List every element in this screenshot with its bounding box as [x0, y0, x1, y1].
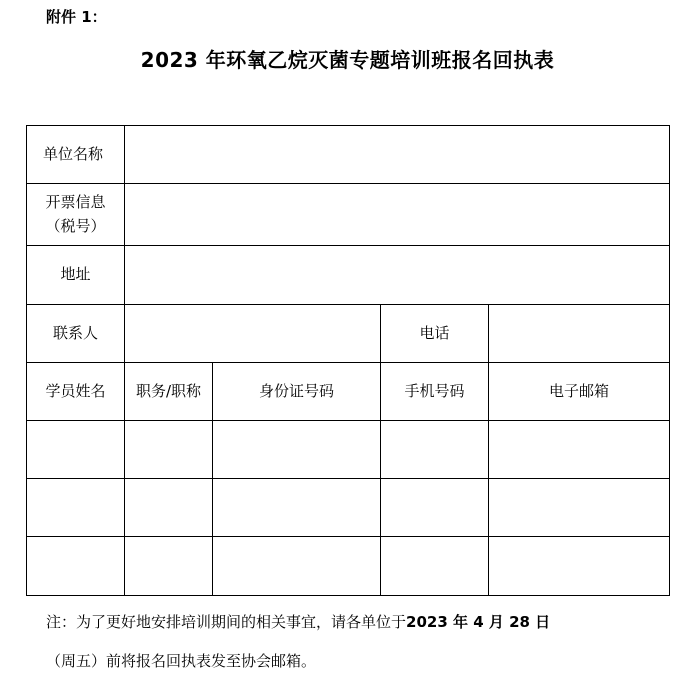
email-cell[interactable]: [489, 421, 670, 479]
email-cell[interactable]: [489, 479, 670, 537]
position-cell[interactable]: [125, 421, 213, 479]
contact-row: [27, 305, 670, 363]
tax-id-text: （税号）: [45, 216, 106, 235]
id-number-cell[interactable]: [213, 479, 381, 537]
address-field[interactable]: [125, 246, 670, 305]
unit-name-field[interactable]: [125, 126, 670, 184]
table-row: [27, 537, 670, 596]
mobile-cell[interactable]: [381, 537, 489, 596]
table-row: [27, 421, 670, 479]
address-label: 地址: [27, 246, 125, 305]
unit-name-label: 单位名称: [27, 126, 125, 184]
header-id-number: 身份证号码: [213, 363, 381, 421]
header-position: 职务/职称: [125, 363, 213, 421]
attachment-label: 附件 1：: [46, 8, 107, 26]
mobile-cell[interactable]: [381, 479, 489, 537]
invoice-row: [27, 184, 670, 246]
position-cell[interactable]: [125, 537, 213, 596]
student-name-cell[interactable]: [27, 479, 125, 537]
registration-form-table: [26, 125, 670, 596]
student-name-cell[interactable]: [27, 421, 125, 479]
invoice-info-field[interactable]: [125, 184, 670, 246]
header-student-name: 学员姓名: [27, 363, 125, 421]
mobile-cell[interactable]: [381, 421, 489, 479]
note-suffix: 前将报名回执表发至协会邮箱。: [106, 652, 317, 670]
contact-field[interactable]: [125, 305, 381, 363]
table-row: [27, 479, 670, 537]
unit-name-row: [27, 126, 670, 184]
position-cell[interactable]: [125, 479, 213, 537]
note-weekday: （周五）: [46, 652, 107, 670]
note-prefix: 注：为了更好地安排培训期间的相关事宜，请各单位于: [46, 613, 407, 631]
header-email: 电子邮箱: [489, 363, 670, 421]
page-title: 2023 年环氧乙烷灭菌专题培训班报名回执表: [140, 48, 555, 72]
email-cell[interactable]: [489, 537, 670, 596]
student-name-cell[interactable]: [27, 537, 125, 596]
phone-label: 电话: [381, 305, 489, 363]
header-row: [27, 363, 670, 421]
invoice-info-label: [27, 184, 125, 246]
address-row: [27, 246, 670, 305]
deadline-date: 2023 年 4 月 28 日: [406, 613, 551, 631]
contact-label: 联系人: [27, 305, 125, 363]
phone-field[interactable]: [489, 305, 670, 363]
header-mobile: 手机号码: [381, 363, 489, 421]
id-number-cell[interactable]: [213, 537, 381, 596]
id-number-cell[interactable]: [213, 421, 381, 479]
footnote: [46, 603, 676, 681]
invoice-info-text: 开票信息: [45, 193, 106, 212]
